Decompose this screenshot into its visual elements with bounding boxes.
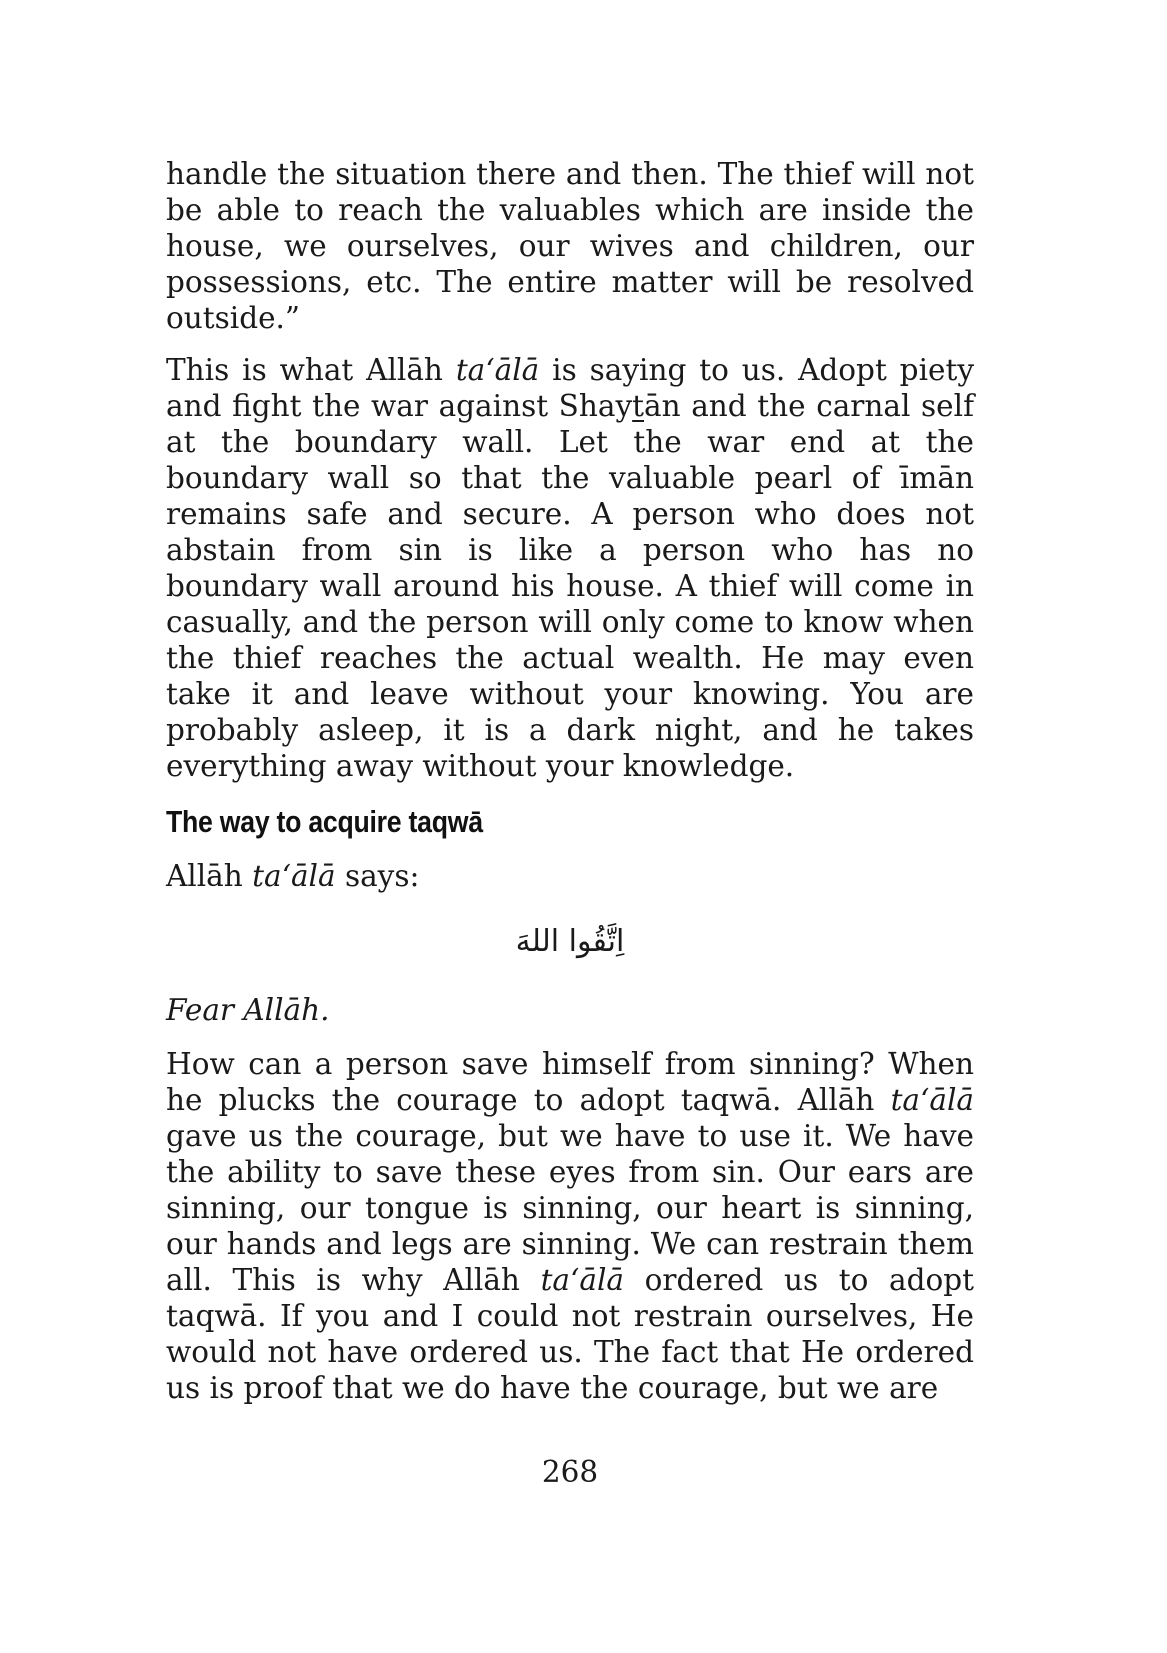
says-line-part2: says: [335,859,420,893]
verse-translation: Fear Allāh. [166,993,330,1027]
paragraph-3-part2: gave us the courage, but we have to use it. We have the ability to save these eyes from sin. Our ears are sinning, our tongue is sinning, our heart is sinning, our hands and legs are sinning. We can restrain them all. This is why Allāh [166,1119,974,1297]
paragraph-3 [166,1046,974,1406]
paragraph-3-part1: How can a person save himself from sinning? When he plucks the courage to adopt taqwā. Allāh [166,1047,974,1117]
paragraph-3-italic-1: taʻālā [890,1083,974,1117]
says-line [166,858,974,894]
page-body [166,156,974,1406]
paragraph-2-part2: is saying to us. Adopt piety and fight the war against Shay [166,353,974,423]
arabic-verse: اِتَّقُوا اللهَ [515,924,625,959]
section-heading: The way to acquire taqwā [166,804,483,839]
paragraph-2-part3: ān and the carnal self at the boundary wall. Let the war end at the boundary wall so that the valuable pearl of īmān remains safe and secure. A person who does not abstain from sin is like a person who has no boundary wall around his house. A thief will come in casually, and the person will only come to know when the thief reaches the actual wealth. He may even take it and leave without your knowing. You are probably asleep, it is a dark night, and he takes everything away without your knowledge. [166,389,974,783]
paragraph-2-part1: This is what Allāh [166,353,456,387]
paragraph-2 [166,352,974,784]
paragraph-2-underlined-letter: t [632,389,644,423]
page-number: 268 [541,1455,599,1489]
says-line-part1: Allāh [166,859,253,893]
paragraph-3-part3: ordered us to adopt taqwā. If you and I could not restrain ourselves, He would not have ordered us. The fact that He ordered us is proof that we do have the courage, but we are [166,1263,974,1405]
paragraph-1: handle the situation there and then. The thief will not be able to reach the valuables which are inside the house, we ourselves, our wives and children, our possessions, etc. The entire matter will be resolved outside.” [166,157,974,335]
says-line-italic: taʻālā [252,859,336,893]
paragraph-2-italic: taʻālā [455,353,540,387]
paragraph-3-italic-2: taʻālā [540,1263,625,1297]
